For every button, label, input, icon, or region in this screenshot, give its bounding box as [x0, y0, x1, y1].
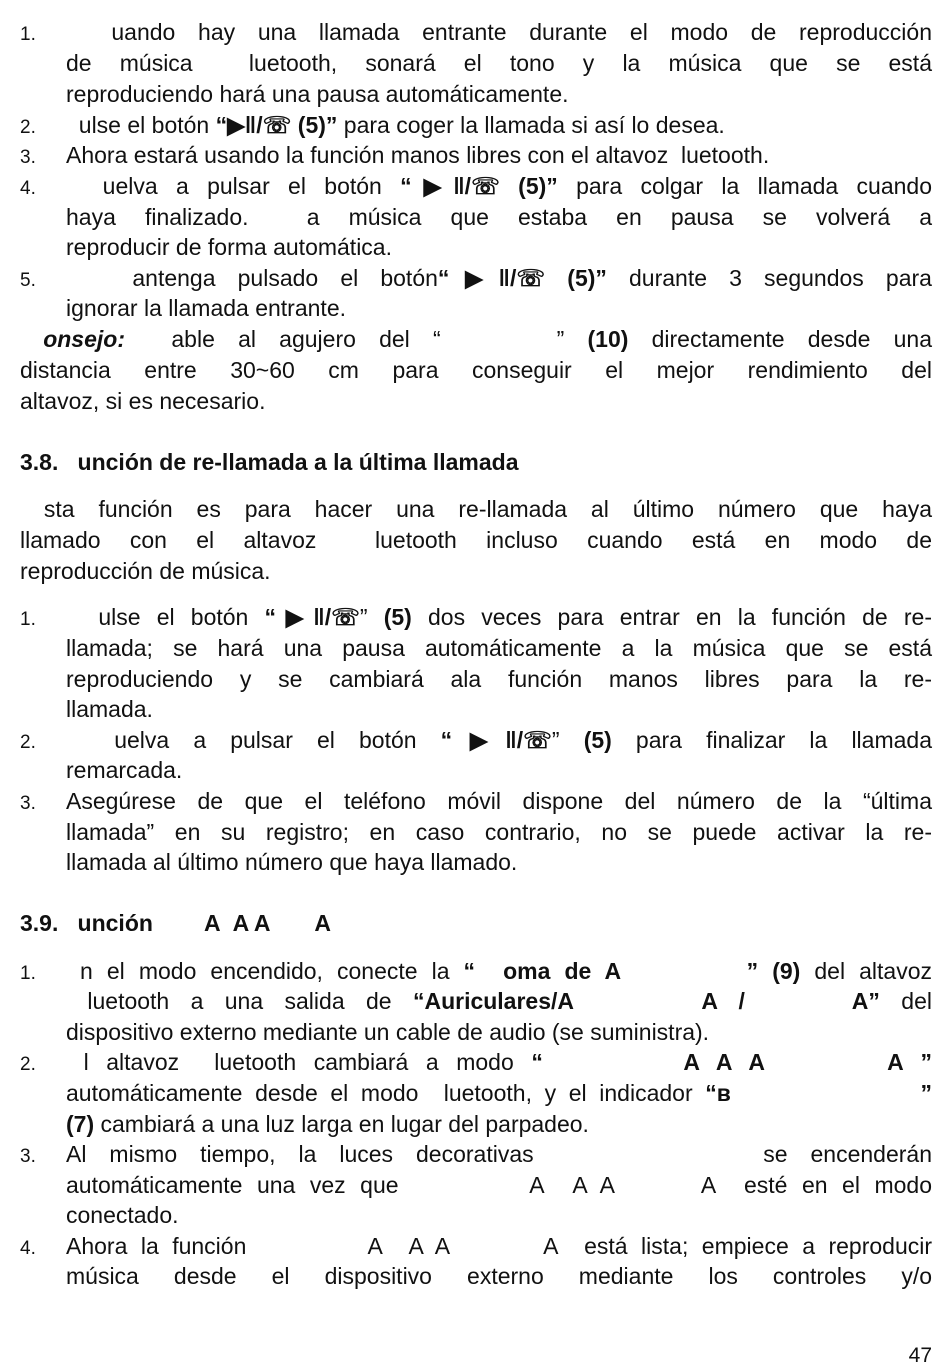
list-line [66, 956, 932, 987]
section-heading: 3.8. unción de re-llamada a la última llamada [20, 449, 519, 475]
list-line [66, 1047, 932, 1078]
text-run: automáticamente desde el modo luetooth, y el indicador [66, 1080, 706, 1106]
section-heading: 3.9. unción A A A A [20, 910, 331, 936]
text-run: uelva a pulsar el botón [66, 727, 441, 753]
list-number: 2. [20, 732, 36, 753]
text-run: para coger la llamada si así lo desea. [337, 112, 725, 138]
text-run: ” [551, 727, 584, 753]
list-line: Ahora la función A A A A está lista; empiece a reproducir [66, 1233, 932, 1259]
tip-label: onsejo: [20, 326, 125, 352]
text-run: ulse el botón [66, 604, 265, 630]
list-line: Asegúrese de que el teléfono móvil dispone del número de la “última [66, 788, 932, 814]
list-line: música desde el dispositivo externo mediante los controles y/o [66, 1263, 932, 1289]
text-run: (10) [587, 326, 629, 352]
text-run: “Auriculares/A A / A” [412, 988, 880, 1014]
list-number: 4. [20, 1238, 36, 1259]
page-number: 47 [908, 1344, 932, 1367]
list-line [66, 1078, 932, 1109]
paragraph-line: altavoz, si es necesario. [20, 388, 266, 414]
play-phone-button-ref: “▶‖/☏ (5)” [437, 265, 607, 291]
list-line [66, 986, 932, 1017]
text-run: n el modo encendido, conecte la [66, 958, 464, 984]
list-line: Ahora estará usando la función manos libres con el altavoz luetooth. [66, 142, 770, 168]
play-phone-button-ref: “▶‖/☏ (5)” [215, 112, 338, 138]
list-line: de música luetooth, sonará el tono y la música que se está [66, 50, 932, 76]
list-line: llamada al último número que haya llamado. [66, 849, 518, 875]
list-number: 3. [20, 147, 36, 168]
list-line: ignorar la llamada entrante. [66, 295, 346, 321]
bluetooth-indicator-ref: “ʙ ” [705, 1080, 932, 1106]
text-run: para colgar la llamada cuando [557, 173, 932, 199]
list-line: remarcada. [66, 757, 183, 783]
text-run: para finalizar la llamada [611, 727, 932, 753]
list-line: dispositivo externo mediante un cable de audio (se suministra). [66, 1019, 710, 1045]
list-line: reproduciendo hará una pausa automáticamente. [66, 81, 569, 107]
text-run: able al agujero del “ ” [124, 326, 588, 352]
list-line: haya finalizado. a música que estaba en pausa se volverá a [66, 204, 932, 230]
text-run: dos veces para entrar en la función de re- [411, 604, 933, 630]
list-number: 4. [20, 178, 36, 199]
paragraph-line [20, 324, 932, 355]
list-number: 2. [20, 1054, 36, 1075]
play-phone-button-ref: “▶‖/☏ [440, 727, 552, 753]
text-run: (5) [383, 604, 412, 630]
paragraph-line: distancia entre 30~60 cm para conseguir el mejor rendimiento del [20, 357, 932, 383]
list-number: 1. [20, 609, 36, 630]
paragraph-line: llamado con el altavoz luetooth incluso cuando está en modo de [20, 527, 932, 553]
text-run: (5) [583, 727, 612, 753]
list-line: llamada; se hará una pausa automáticamente a la música que se está [66, 635, 932, 661]
list-line [66, 725, 932, 756]
list-line: uando hay una llamada entrante durante el modo de reproducción [66, 19, 932, 45]
text-run: “ oma de A ” (9) [463, 958, 801, 984]
list-line [66, 1109, 932, 1140]
play-phone-button-ref: “▶‖/☏ [264, 604, 360, 630]
text-run: cambiará a una luz larga en lugar del parpadeo. [94, 1111, 589, 1137]
list-line [66, 263, 932, 294]
list-line [66, 110, 932, 141]
list-line: llamada. [66, 696, 153, 722]
list-line: llamada” en su registro; en caso contrario, no se puede activar la re- [66, 819, 932, 845]
text-run: l altavoz luetooth cambiará a modo [66, 1049, 532, 1075]
text-run: del [879, 988, 932, 1014]
text-run: ” [359, 604, 384, 630]
text-run: “ A A A A ” [531, 1049, 932, 1075]
list-number: 1. [20, 963, 36, 984]
list-line: automáticamente una vez que A A A A esté en el modo [66, 1172, 932, 1198]
play-phone-button-ref: “▶‖/☏ (5)” [400, 173, 558, 199]
list-line [66, 602, 932, 633]
list-number: 5. [20, 270, 36, 291]
list-line: reproduciendo y se cambiará ala función manos libres para la re- [66, 666, 932, 692]
list-line [66, 171, 932, 202]
paragraph-line: sta función es para hacer una re-llamada al último número que haya [20, 496, 932, 522]
list-line: Al mismo tiempo, la luces decorativas se encenderán [66, 1141, 932, 1167]
text-run: luetooth a una salida de [66, 988, 413, 1014]
list-number: 1. [20, 24, 36, 45]
paragraph-line: reproducción de música. [20, 558, 271, 584]
text-run: antenga pulsado el botón [66, 265, 438, 291]
list-number: 2. [20, 117, 36, 138]
list-line: reproducir de forma automática. [66, 234, 392, 260]
text-run: durante 3 segundos para [606, 265, 932, 291]
text-run: directamente desde una [628, 326, 933, 352]
text-run: (7) [66, 1111, 95, 1137]
list-number: 3. [20, 1146, 36, 1167]
text-run: uelva a pulsar el botón [66, 173, 401, 199]
text-run: ulse el botón [66, 112, 216, 138]
text-run: del altavoz [800, 958, 932, 984]
list-line: conectado. [66, 1202, 179, 1228]
list-number: 3. [20, 793, 36, 814]
